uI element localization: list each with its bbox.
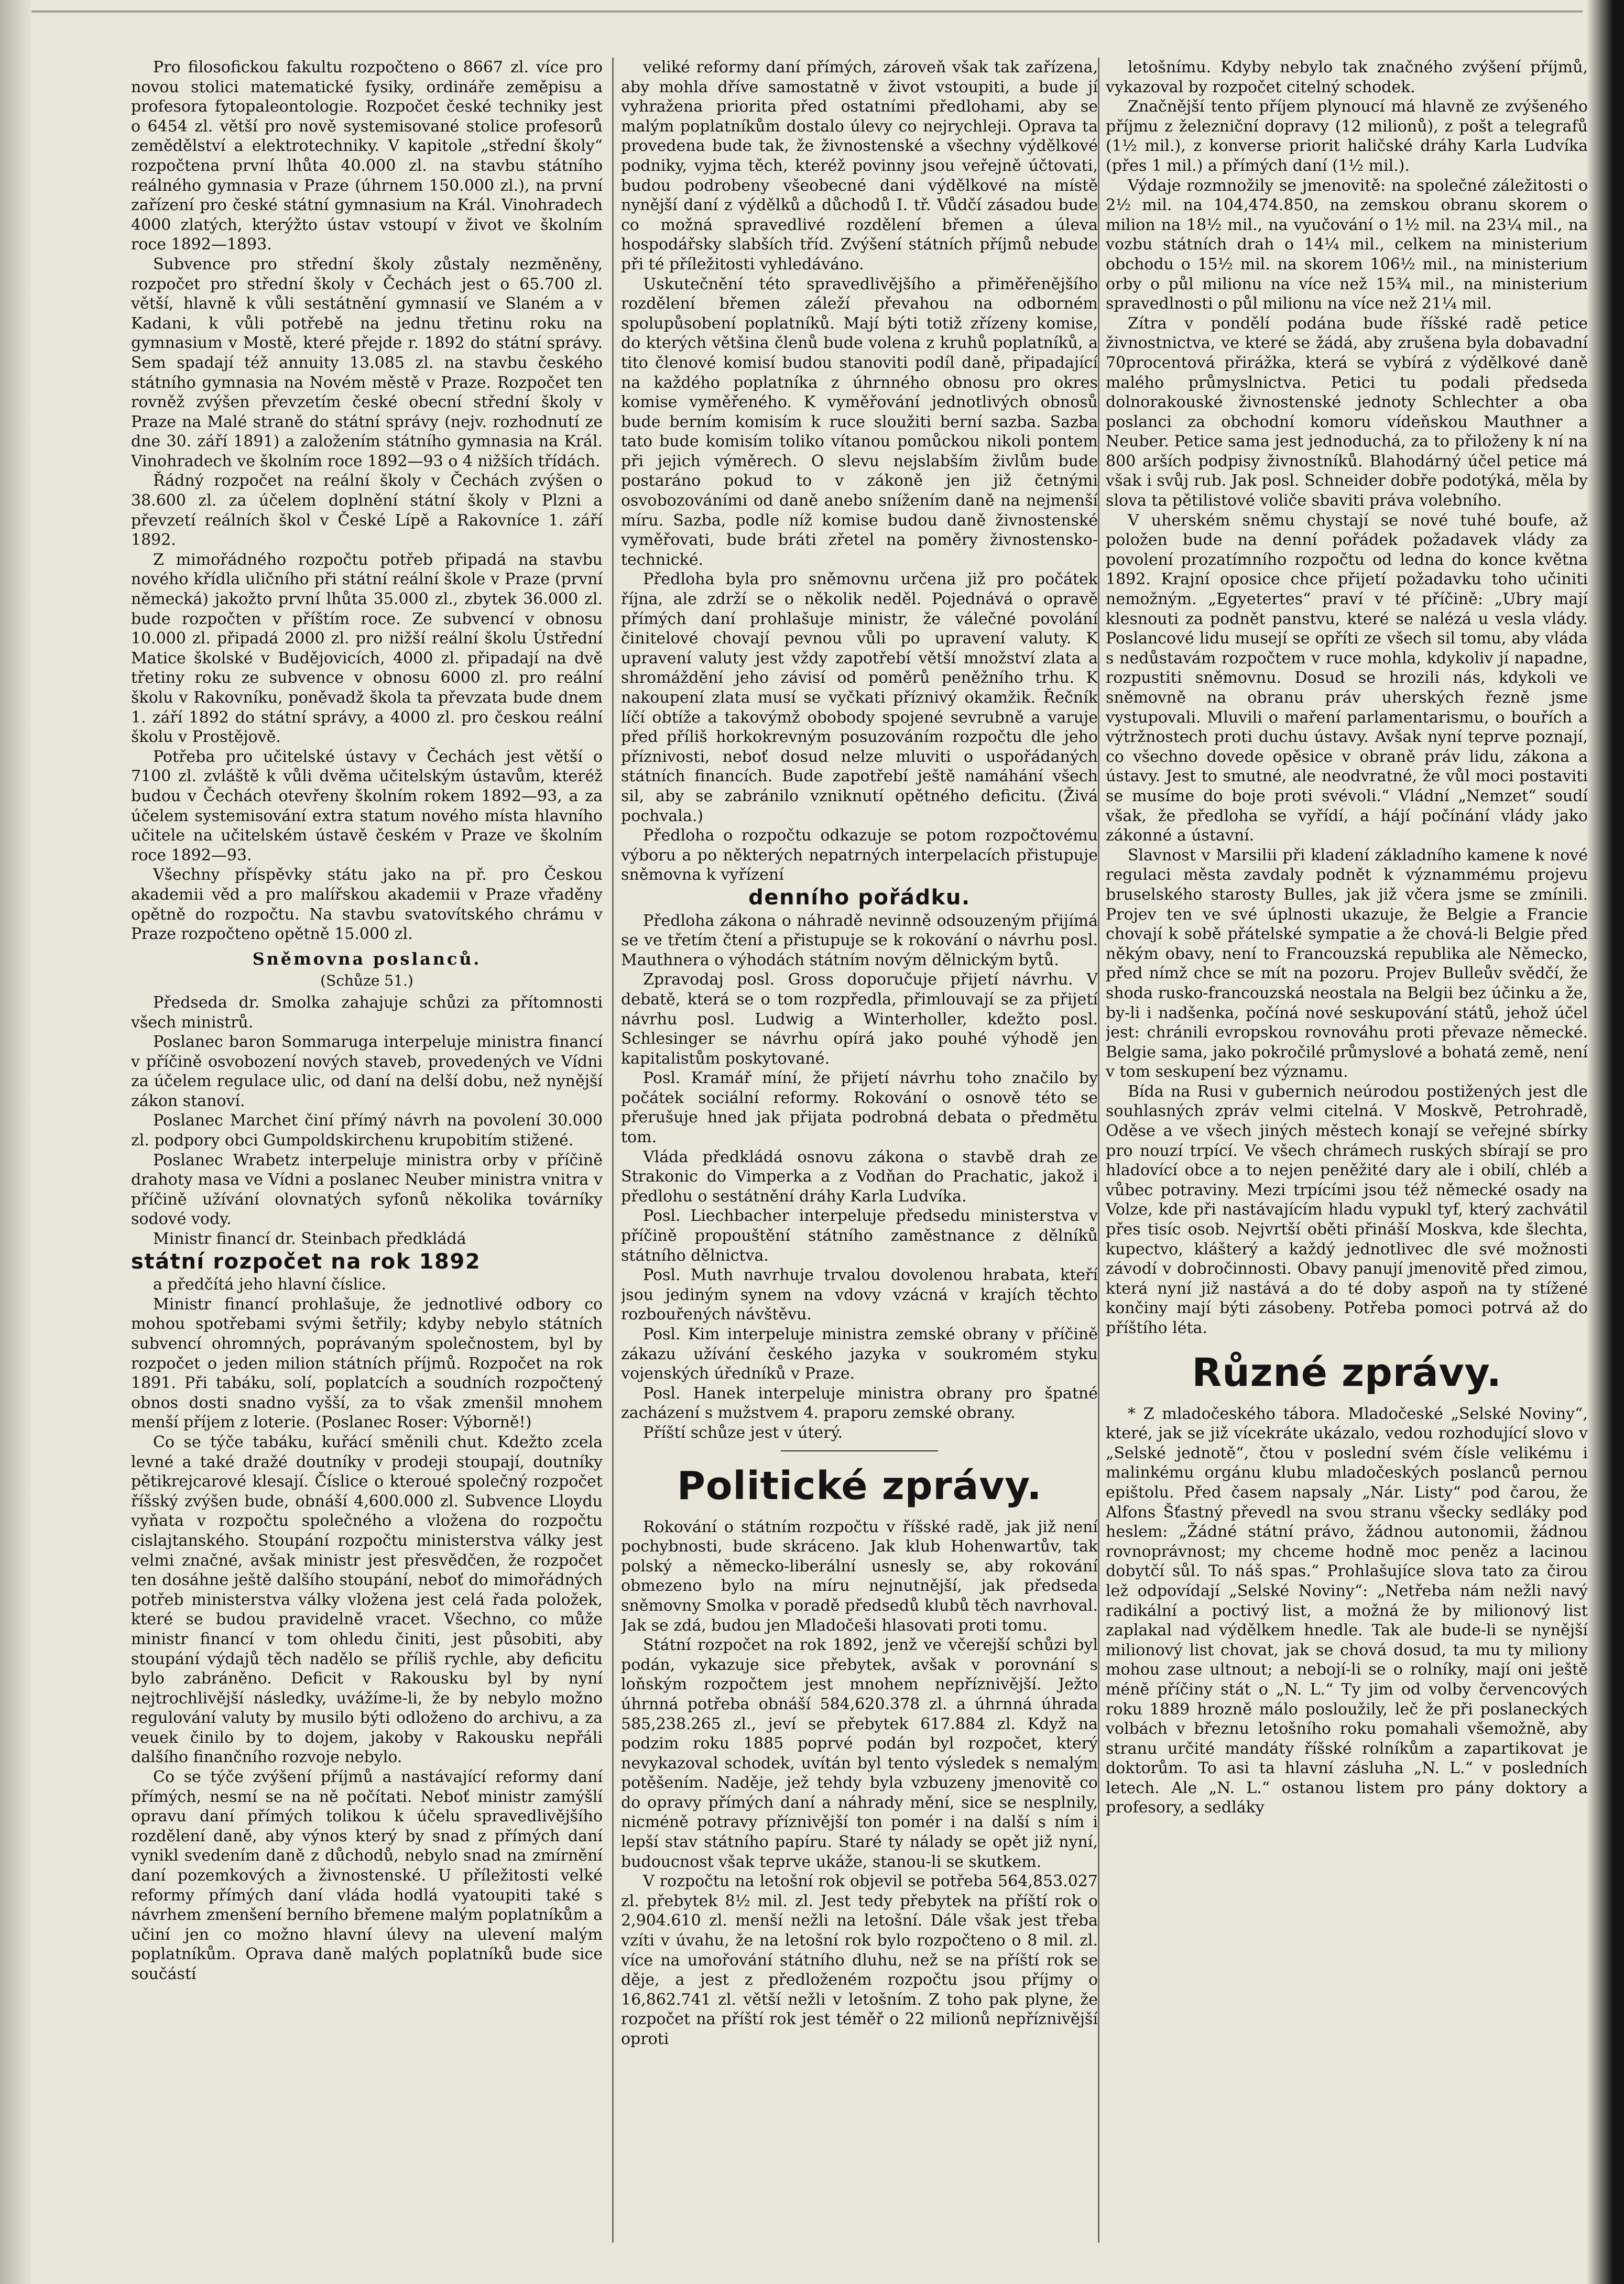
column-divider bbox=[612, 58, 614, 2243]
column-divider bbox=[1098, 58, 1099, 2243]
paragraph: Z mimořádného rozpočtu potřeb připadá na stavbu nového křídla uličního při státní reální škole v Praze (první německá) jakožto první lhůta 35.000 zl., zbytek 36.000 zl. bude rozpočten v příštím roce. Ze subvencí v obnosu 10.000 zl. připadá 2000 zl. pro nižší reální školu Ústřední Matice školské v Budějovicích, 4000 zl. připadají na dvě třetiny roku ze subvence v obnosu 6000 zl. pro reální školu v Rakovníku, poněvadž škola ta převzata bude dnem 1. září 1892 do státní správy, a 4000 zl. pro českou reální školu v Prostějově. bbox=[131, 550, 603, 747]
paragraph: Uskutečnění této spravedlivějšího a přiměřenějšího rozdělení břemen záleží převahou na odborném spolupůsobení poplatníků. Mají býti totiž zřízeny komise, do kterých většina členů bude volena z kruhů poplatníků, a tito členové komisí budou stanoviti podíl daně, připadající na každého poplatníka z úhrnného obnosu pro okres komise vyměřeného. K vyměřování jednotlivých obnosů bude berním komisím k ruce sloužiti berní sazba. Sazba tato bude komisím toliko vítanou pomůckou nikoli pontem při jejich výměrech. O slevu nejslabším živlům bude postaráno pokud to v zákoně jen již četnými osvobozováními od daně anebo snížením daně na nejmenší míru. Sazba, podle níž komise budou daně živnostenské vyměřovati, bude bráti zřetel na poměry živnostensko-technické. bbox=[621, 275, 1098, 569]
budget-heading: státní rozpočet na rok 1892 bbox=[131, 1249, 481, 1274]
page-left-margin bbox=[0, 0, 31, 2284]
misc-news-heading: Různé zprávy. bbox=[1192, 1350, 1502, 1395]
paragraph: Rokování o státním rozpočtu v říšské radě, jak již není pochybnosti, bude skráceno. Jak klub Hohenwartův, tak polský a německo-liberální usnesly se, aby rokování obmezeno bylo na míru nejnutnější, jak předseda sněmovny Smolka v poradě předsedů klubů těch navrhoval. Jak se zdá, budou jen Mladočeši hlasovati proti tomu. bbox=[621, 1517, 1098, 1635]
page-right-margin bbox=[1587, 0, 1624, 2284]
paragraph: Poslanec Marchet činí přímý návrh na povolení 30.000 zl. podpory obci Gumpoldskirchenu krupobitím stižené. bbox=[131, 1111, 603, 1150]
paragraph: Poslanec baron Sommaruga interpeluje ministra financí v příčině osvobození nových staveb, provedených ve Vídni za účelem regulace ulic, od daní na delší dobu, než nynější zákon stanoví. bbox=[131, 1033, 603, 1110]
top-rule bbox=[31, 10, 1583, 13]
paragraph: Předseda dr. Smolka zahajuje schůzi za přítomnosti všech ministrů. bbox=[131, 993, 603, 1032]
section-subheading: (Schůze 51.) bbox=[320, 972, 413, 990]
paragraph: Zítra v pondělí podána bude říšské radě petice živnostnictva, ve které se žádá, aby zrušena byla dobavadní 70procentová přirážka, která se vybírá z výdělkové daně malého průmyslnictva. Petici tu podali předseda dolnorakouské živnostenské jednoty Schlechter a oba poslanci za obchodní komoru vídeňskou Mauthner a Neuber. Petice sama jest jednoduchá, za to přiloženy k ní na 800 arších podpisy živnostníků. Blahodárný účel petice má však i svůj rub. Jak posl. Schneider dobře podotýká, měla by slova ta pětilistové voliče sbaviti práva volebního. bbox=[1106, 314, 1588, 510]
paragraph: Všechny příspěvky státu jako na př. pro Českou akademii věd a pro malířskou akademii v Praze vřaděny opětně do rozpočtu. Na stavbu svatovítského chrámu v Praze rozpočteno opětně 15.000 zl. bbox=[131, 866, 603, 944]
paragraph: V rozpočtu na letošní rok objevil se potřeba 564,853.027 zl. přebytek 8½ mil. zl. Jest tedy přebytek na příští rok o 2,904.610 zl. menší nežli na letošní. Dále však jest třeba vzíti v úvahu, že na letošní rok bylo rozpočteno o 8 mil. zl. více na umořování státního dluhu, než se na příští rok se děje, a jest z předloženém rozpočtu jsou příjmy o 16,862.741 zl. větší nežli v letošním. Z toho pak plyne, že rozpočet na příští rok jest téměř o 22 milionů nepříznivější oproti bbox=[621, 1872, 1098, 2048]
paragraph: Příští schůze jest v úterý. bbox=[643, 1423, 843, 1442]
divider bbox=[781, 1450, 938, 1451]
paragraph: Posl. Hanek interpeluje ministra obrany pro špatné zacházení s mužstvem 4. praporu zemské obrany. bbox=[621, 1384, 1098, 1423]
paragraph: Posl. Muth navrhuje trvalou dovolenou hrabata, kteří jsou jediným synem na vdovy vzácná v krajích těchto rozbouřených návštěvu. bbox=[621, 1266, 1098, 1324]
paragraph: Co se týče zvýšení příjmů a nastávající reformy daní přímých, nesmí se na ně počítati. Neboť ministr zamýšlí opravu daní přímých tolikou k účelu spravedlivějšího rozdělení daně, aby výnos který by snad z přímých daní vynikl svedením daně z důchodů, nebylo snad na zmírnění daní pozemkových a živnostenské. U příležitosti velké reformy přímých daní vláda hodlá vyatoupiti také s návrhem zmenšení berního břemene malým poplatníkům a učiní jen co možno hlavní úlevy na ulevení malým poplatníkům. Oprava daně malých poplatníků bude sice součástí bbox=[131, 1768, 603, 1983]
paragraph: letošnímu. Kdyby nebylo tak značného zvýšení příjmů, vykazoval by rozpočet citelný schodek. bbox=[1106, 58, 1588, 96]
paragraph: V uherském sněmu chystají se nové tuhé boufe, až položen bude na denní pořádek požadavek vlády za povolení prozatímního rozpočtu od ledna do konce května 1892. Krajní oposice chce přijetí požadavku toho učiniti nemožným. „Egyetertes“ praví v té příčině: „Ubry mají klesnouti za podnět panstvu, které se nalézá u vesla vlády. Poslancové lidu musejí se opříti ze všech sil tomu, aby vláda s nedůstavám rozpočtem v ruce mohla, kdykoliv jí napadne, rozpustiti sněmovnu. Dosud se hrozili nás, kdykoli ve sněmovně na obranu práv uherských řezně jsme vystupovali. Mluvili o maření parlamentarismu, o bouřích a výtržnostech proti duchu ústavy. Avšak nyní teprve poznají, co všechno dovede opěsice v obraně práv lidu, zákona a ústavy. Jest to smutné, ale neodvratné, že vůl moci postaviti se musíme do boje proti svévoli.“ Vládní „Nemzet“ soudí však, že předloha se vyřídí, a hájí počínání vlády jako zákonné a ústavní. bbox=[1106, 511, 1588, 845]
paragraph: Posl. Kramář míní, že přijetí návrhu toho značilo by počátek sociální reformy. Rokování o osnově této se přerušuje hned jak přijata podrobná debata o předmětu tom. bbox=[621, 1069, 1098, 1147]
agenda-heading: denního pořádku. bbox=[748, 885, 971, 910]
paragraph: veliké reformy daní přímých, zároveň však tak zařízena, aby mohla dříve samostatně v život vstoupiti, a bude jí vyhražena priorita před ostatními předlohami, aby se malým poplatníkům dostalo úlevy co nejrychleji. Oprava ta provedena bude tak, že živnostenské a všechny výdělkové podniky, vyjma těch, kteréž povinny jsou veřejně účtovati, budou podrobeny všeobecné dani výdělkové na místě nynější daní z výdělků a důchodů I. tř. Vůdčí zásadou bude co možná spravedlivé rozdělení břemen a úleva hospodářsky slabších tříd. Zvýšení státních příjmů nebude při té příležitosti vyhledáváno. bbox=[621, 58, 1098, 274]
paragraph: Výdaje rozmnožily se jmenovitě: na společné záležitosti o 2½ mil. na 104,474.850, na zemskou obranu skorem o milion na 18½ mil., na vyučování o 1½ mil. na 23¼ mil., na vozbu státních drah o 14¼ mil., celkem na ministerium obchodu o 15½ mil. na skorem 106½ mil., na ministerium orby o půl milionu na více než 15¾ mil., na ministerium spravedlnosti o půl milionu na více než 21¼ mil. bbox=[1106, 176, 1588, 313]
column-1 bbox=[131, 58, 603, 2237]
paragraph: Poslanec Wrabetz interpeluje ministra orby v příčině drahoty masa ve Vídni a poslanec Neuber ministra vnitra v příčině užívání olovnatých syfonů několika továrníky sodové vody. bbox=[131, 1151, 603, 1229]
paragraph: Zpravodaj posl. Gross doporučuje přijetí návrhu. V debatě, která se o tom rozpředla, přimlouvají se za přijetí návrhu posl. Ludwig a Winterholler, kdežto posl. Schlesinger se návrhu opírá jako pouhé výhodě jen kapitalistům poskytované. bbox=[621, 970, 1098, 1068]
column-3 bbox=[1106, 58, 1588, 2237]
paragraph: Subvence pro střední školy zůstaly nezměněny, rozpočet pro střední školy v Čechách jest o 65.700 zl. větší, hlavně k vůli sestátnění gymnasií ve Slaném a v Kadani, k vůli potřebě na jednu třetinu roku na gymnasium v Mostě, které přejde r. 1892 do státní správy. Sem spadají též annuity 13.085 zl. na stavbu českého státního gymnasia na Novém městě v Praze. Rozpočet ten rovněž zvýšen převzetím české obecní střední školy v Praze na Malé straně do státní správy (nejv. rozhodnutí ze dne 30. září 1891) a založením státního gymnasia na Král. Vinohradech ve školním roce 1892—93 o 4 nižších třídách. bbox=[131, 255, 603, 471]
paragraph: Pro filosofickou fakultu rozpočteno o 8667 zl. více pro novou stolici matematické fysiky, ordináře zeměpisu a profesora fytopaleontologie. Rozpočet české techniky jest o 6454 zl. větší pro nově systemisované stolice profesorů zemědělství a elektrotechniky. V kapitole „střední školy“ rozpočtena první lhůta 40.000 zl. na stavbu státního reálného gymnasia v Praze (úhrnem 150.000 zl.), na první zařízení pro české státní gymnasium na Král. Vinohradech 4000 zlatých, kterýžto ústav vstoupí v život ve školním roce 1892—1893. bbox=[131, 58, 603, 254]
column-2 bbox=[621, 58, 1098, 2237]
paragraph: Vláda předkládá osnovu zákona o stavbě drah ze Strakonic do Vimperka a z Vodňan do Prachatic, jakož i předlohu o sestátnění dráhy Karla Ludvíka. bbox=[621, 1148, 1098, 1206]
paragraph: Státní rozpočet na rok 1892, jenž ve včerejší schůzi byl podán, vykazuje sice přebytek, avšak v porovnání s loňským rozpočtem jest mnohem nepříznivější. Ježto úhrnná potřeba obnáší 584,620.378 zl. a úhrnná úhrada 585,238.265 zl., jeví se přebytek 617.884 zl. Když na podzim roku 1885 poprvé podán byl rozpočet, který nevykazoval schodek, uvítán byl tento výsledek s nemalým potěšením. Naděje, jež tehdy byla vzbuzeny jmenovitě co do opravy přímých daní a náhrady mění, sice se nesplnily, nicméně potravy příznivější ton pomér i na další s ním i lepší stav státního papíru. Staré ty nálady se opět již nyní, budoucnost však teprve ukáže, stanou-li se skutkem. bbox=[621, 1636, 1098, 1871]
paragraph: Ministr financí prohlašuje, že jednotlivé odbory co mohou spotřebami svými šetřily; kdyby nebylo státních subvencí ohromných, poprávaným společnostem, byl by rozpočet o jeden milion státních příjmů. Rozpočet na rok 1891. Při tabáku, solí, poplatcích a soudních rozpočtený obnos dosti snadno vyšší, za to však zmenšil mnohem menší příjem z loterie. (Poslanec Roser: Výborně!) bbox=[131, 1295, 603, 1432]
paragraph: Řádný rozpočet na reální školy v Čechách zvýšen o 38.600 zl. za účelem doplnění státní školy v Plzni a převzetí reálních škol v České Lípě a Rakovníce 1. září 1892. bbox=[131, 472, 603, 550]
paragraph: Potřeba pro učitelské ústavy v Čechách jest větší o 7100 zl. zvláště k vůli dvěma učitelským ústavům, kteréž budou v Čechách otevřeny školním rokem 1892—93, a za účelem systemisování extra statum nového místa hlavního učitele na učitelském ústavě českém v Praze ve školním roce 1892—93. bbox=[131, 747, 603, 865]
section-heading: Sněmovna poslanců. bbox=[252, 948, 482, 969]
political-news-heading: Politické zprávy. bbox=[677, 1463, 1042, 1509]
paragraph: Předloha zákona o náhradě nevinně odsouzeným přijímá se ve třetím čtení a přistupuje se k rokování o návrhu posl. Mauthnera o výhodách státním novým dělnickým bytů. bbox=[621, 911, 1098, 969]
paragraph: Posl. Liechbacher interpeluje předsedu ministerstva v příčině propouštění státního zaměstnance z dělníků státního dělnictva. bbox=[621, 1207, 1098, 1265]
paragraph: Slavnost v Marsilii při kladení základního kamene k nové regulaci města zavdaly podnět k význammému projevu bruselského starosty Bulles, jak již včera jsme se zmínili. Projev ten ve své úplnosti ukazuje, že Belgie a Francie chovají k sobě přátelské sympatie a že chová-li Belgie před někým obavy, není to Francouzská republika ale Německo, před nímž chce se mít na pozoru. Projev Bulleův svědčí, že shoda rusko-francouzská neostala na Belgii bez účinku a že, by-li i nadšenka, počíná nové seskupování států, jehož účel jest: chránili evropskou rovnováhu proti převaze německé. Belgie sama, jako pokročilé průmyslové a bohatá země, není v tom seskupení bez významu. bbox=[1106, 846, 1588, 1081]
paragraph: Co se týče tabáku, kuřácí směnili chut. Kdežto zcela levné a také dražé doutníky v prodeji stoupají, doutníky pětikrejcarové klesají. Číslice o kteroué společný rozpočet říšský zvýšen bude, obnáší 4,600.000 zl. Subvence Lloydu vyňata v rozpočtu společného a vložena do rozpočtu cislajtanského. Stoupání rozpočtu ministerstva války jest velmi značné, avšak ministr jest přesvědčen, že rozpočet ten dosáhne ještě dalšího stoupání, neboť do mimořádných potřeb ministerstva války vložena jest celá řada položek, které se budou pravidelně vracet. Všechno, co může ministr financí v tom ohledu činiti, jest působiti, aby stoupání výdajů těch nadělo se příliš rychle, aby deficitu bylo zabráněno. Deficit v Rakousku byl by nyní nejtrochlivější následky, uvážíme-li, že by nebylo možno regulování valuty by musilo býti odloženo do archivu, a za veuek činilo by to dojem, jakoby v Rakousku nepřáli dalšího finančního rozvoje nebylo. bbox=[131, 1433, 603, 1767]
paragraph: a předčítá jeho hlavní číslice. bbox=[153, 1275, 387, 1294]
paragraph: Ministr financí dr. Steinbach předkládá bbox=[153, 1230, 466, 1249]
paragraph: Bída na Rusi v gubernich neúrodou postižených jest dle souhlasných zpráv velmi citelná. V Moskvě, Petrohradě, Oděse a ve všech jiných městech konají se veřejné sbírky pro nouzí trpící. Ve všech chrámech ruských sbírají se pro hladovící obce a to nejen peněžité dary ale i obilí, chléb a vůbec potraviny. Mezi trpícími jsou též německé osady na Volze, kde při nastávajícím hladu vypukl tyf, který zachvátil přes tisíc osob. Nejvrtší oběti přináší Moskva, kde šlechta, kupectvo, klášterý a každý jednotlivec dle své možnosti závodí v dobročinnosti. Obavy panují jmenovitě před zimou, která nyní již nastává a do té doby aspoň na ty stížené končiny mají býti zásobeny. Potřeba pomoci potrvá až do příštího léta. bbox=[1106, 1082, 1588, 1337]
paragraph: Předloha o rozpočtu odkazuje se potom rozpočtovému výboru a po některých nepatrných interpelacích přistupuje sněmovna k vyřízení bbox=[621, 826, 1098, 884]
paragraph: Předloha byla pro sněmovnu určena již pro počátek října, ale zdrží se o několik neděl. Pojednává o opravě přímých daní prohlašuje ministr, že válečné povolání činitelové chovají pevnou vůli po upravení valuty. K upravení valuty jest vždy zapotřebí větší množství zlata a shromáždění jeho závisí od poměrů peněžního trhu. K nakoupení zlata musí se vyčkati příznivý okamžik. Řečník líčí obtíže a takovýmž obobody spojené sevrubně a varuje před příliš horkokrevným posuzováním rozpočtu dle jeho příznivosti, neboť dosud nelze mluviti o uspořádaných státních financích. Bude zapotřebí ještě namáhání všech sil, aby se zabránilo vzniknutí opětného deficitu. (Živá pochvala.) bbox=[621, 570, 1098, 825]
paragraph: * Z mladočeského tábora. Mladočeské „Selské Noviny“, které, jak se již vícekráte ukázalo, vedou rozhodující slovo v „Selské jednotě“, čtou v poslední svém čísle velikému i malinkému orgánu klubu mladočeských poslanců pernou epištolu. Před časem napsaly „Nár. Listy“ pod čarou, že Alfons Šťastný převedl na svou stranu všecky sedláky pod heslem: „Žádné státní právo, žádnou autonomii, žádnou rovnoprávnost; my chceme hodně moc peněz a lacinou dobytčí sůl. To náš spas.“ Prohlašujíce slova tato za čirou lež odpovídají „Selské Noviny“: „Netřeba nám nežli navý radikální a poctivý list, a možná že by milionový list zaplakal nad výdělkem hnedle. Tak ale bude-li se nynější milionový list chovat, jak se chová dosud, ta mu ty miliony mohou zase ultnout; a nebojí-li se o rolníky, mají oni ještě méně příčiny stát o „N. L.“ Ty jim od volby červencových roku 1889 hrozně málo posloužily, leč že při poslaneckých volbách v březnu letošního roku pomahali všemožně, aby stranu určité mandáty říšské rolníkům a zapartikovat je doktorům. To asi ta hlavní zásluha „N. L.“ v posledních letech. Ale „N. L.“ ostanou listem pro pány doktory a profesory, a sedláky bbox=[1106, 1404, 1588, 1817]
paragraph: Značnější tento příjem plynoucí má hlavně ze zvýšeného příjmu z železniční dopravy (12 milionů), z pošt a telegrafů (1½ mil.), z konverse priorit haličské dráhy Karla Ludvíka (přes 1 mil.) a přímých daní (1½ mil.). bbox=[1106, 97, 1588, 175]
paragraph: Posl. Kim interpeluje ministra zemské obrany v příčině zákazu užívání českého jazyka v soukromém styku vojenských úředníků v Praze. bbox=[621, 1325, 1098, 1383]
